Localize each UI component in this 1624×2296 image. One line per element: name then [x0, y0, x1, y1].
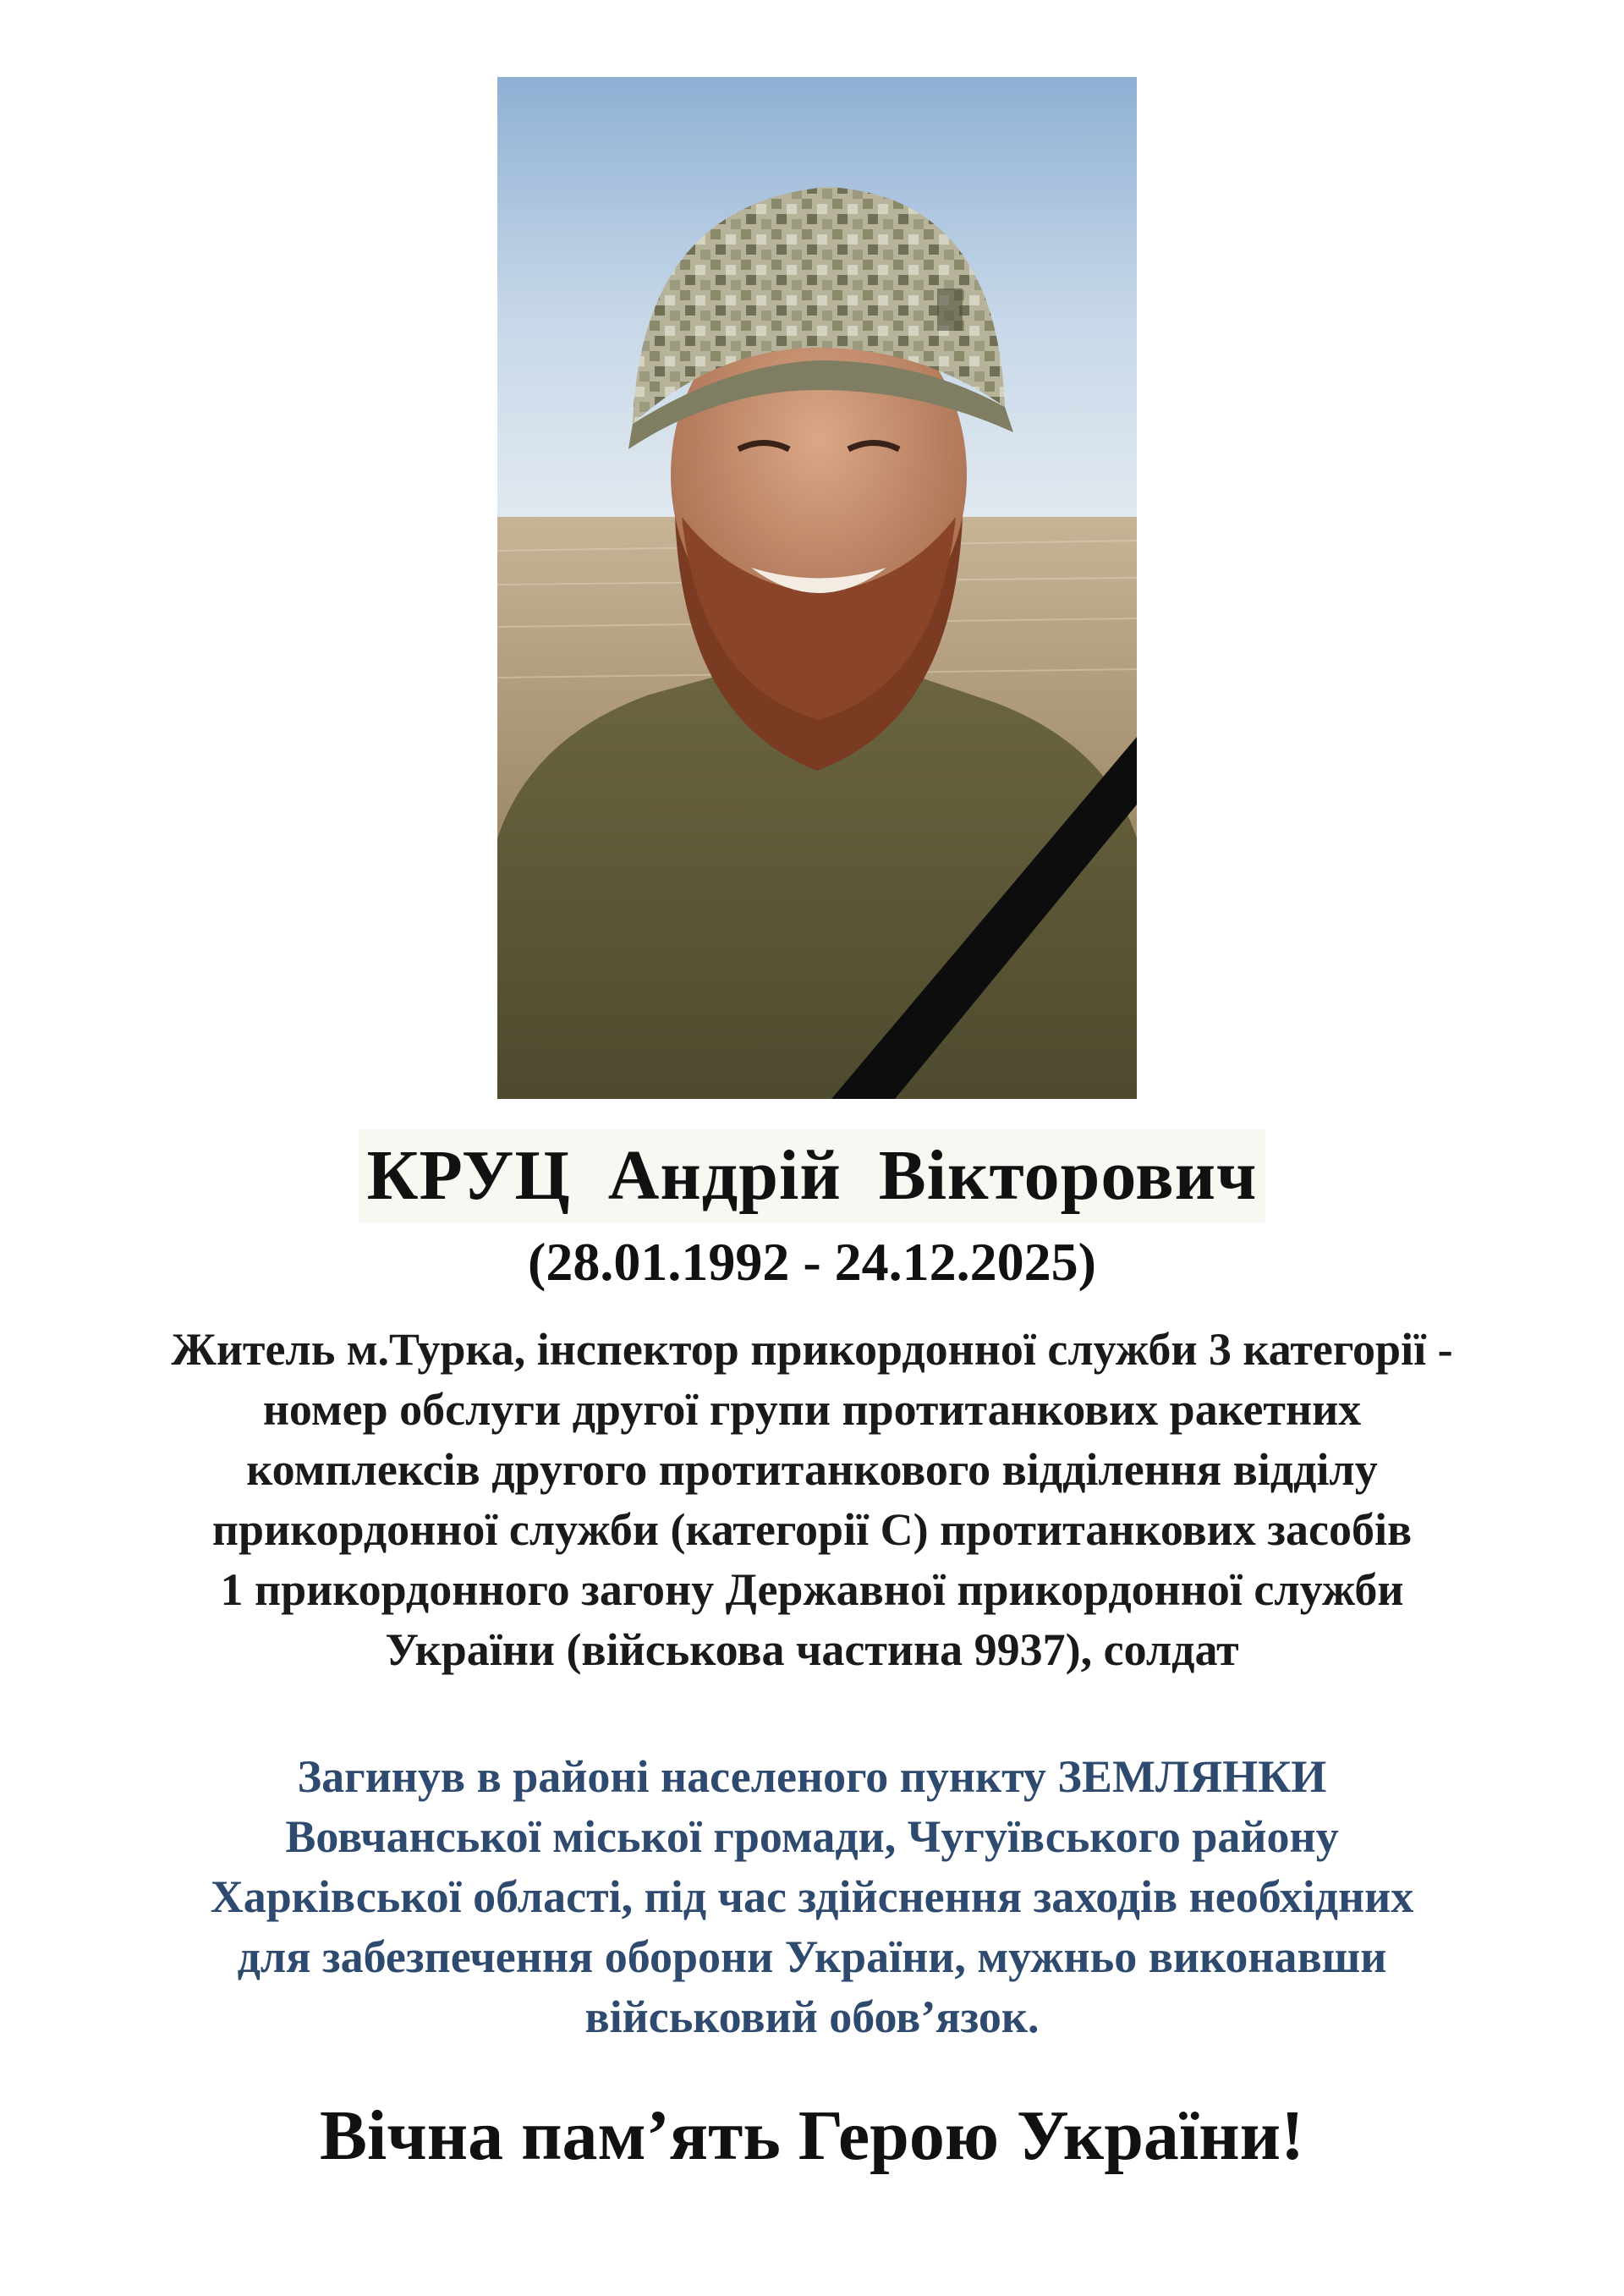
biography [17, 1320, 1607, 1680]
death-line: Вовчанської міської громади, Чугуївського району [285, 1811, 1339, 1862]
biography-line: Житель м.Турка, інспектор прикордонної служби 3 категорії - [171, 1324, 1453, 1375]
death-line: для забезпечення оборони України, мужньо виконавши [237, 1931, 1387, 1982]
biography-line: комплексів другого протитанкового відділення відділу [246, 1444, 1378, 1495]
biography-line: України (військова частина 9937), солдат [385, 1624, 1239, 1675]
biography-line: номер обслуги другої групи протитанкових ракетних [262, 1384, 1362, 1435]
biography-line: 1 прикордонного загону Державної прикордонної служби [220, 1564, 1404, 1615]
death-circumstances [17, 1747, 1607, 2047]
life-dates: (28.01.1992 - 24.12.2025) [528, 1232, 1096, 1292]
portrait-photo [497, 77, 1137, 1099]
death-line: Харківської області, під час здійснення заходів необхідних [210, 1871, 1414, 1922]
hero-name-text: КРУЦ Андрій Вікторович [359, 1129, 1266, 1222]
death-line: військовий обов’язок. [584, 1991, 1040, 2042]
hero-name [0, 1129, 1624, 1222]
portrait-illustration [497, 77, 1137, 1099]
death-line: Загинув в районі населеного пункту ЗЕМЛЯНКИ [297, 1751, 1327, 1802]
biography-line: прикордонної служби (категорії С) протитанкових засобів [211, 1504, 1413, 1555]
eternal-memory-heading: Вічна пам’ять Герою України! [319, 2096, 1305, 2175]
